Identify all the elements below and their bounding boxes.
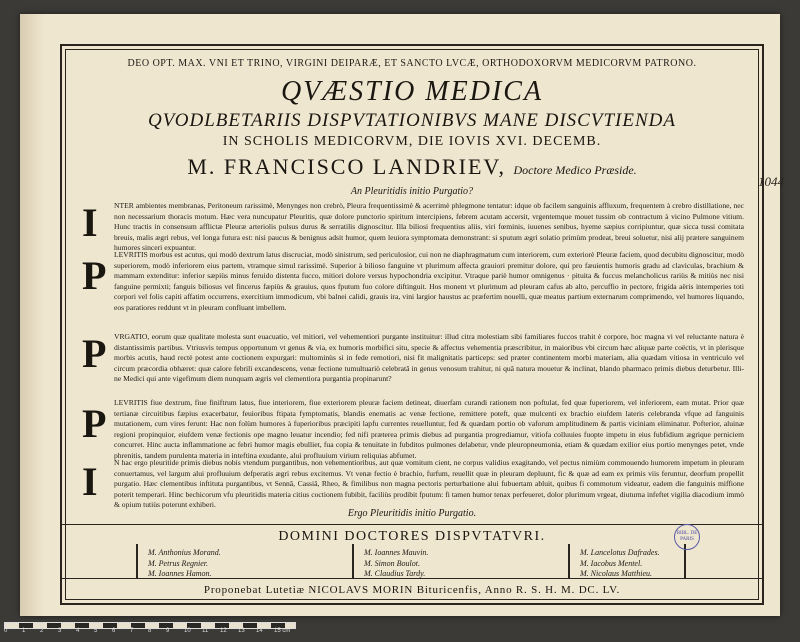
ruler-tick-label: 12 [220, 628, 227, 634]
paragraph-text: NTER ambientes membranas, Peritoneum rarissimè, Menynges non crebrò, Pleura frequentissimè & acerrimè phlegmone tentatur: idque ob facilem sanguinis affluxum, frequentem à crebro distillatione, nec non necessarium thoracis motum. Hæc vera nuncupatur Pleuritis, quæ dolore punctorio spiritum intercipiens, febrem acutam accersit, vrgentemque mouet tussim ob contractum à vicino Pulmone vitium. Hunc tractis in consensum afflictæ Pleuræ arteriolis pulsus durus & serratilis dignoscitur. Illa biliosi frequentius aliis, viri fœminis, iuuenes senibus, hyeme sæpius corripiuntur, quæ sicca tussi comitata breuis, malis ægri rebus, vel longa futura est: nisi paucus & benignus adsit humor, quem leuiora symptomata demonstrant: si sputum ægri solatio primùm prodeat, breui soluetur, nisi alij prætere sanguinem humores sinceri expuantur. [114, 201, 744, 253]
question-line: An Pleuritidis initio Purgatio? [350, 186, 474, 197]
ruler-tick-label: 11 [202, 628, 209, 634]
ruler-tick-label: 14 [256, 628, 263, 634]
ruler-tick-label: 3 [58, 628, 62, 634]
doctor-name: M. Simon Boulot. [364, 558, 420, 568]
ruler-tick-label: 4 [76, 628, 80, 634]
ruler-tick-label: 0 [4, 628, 8, 634]
paragraph-1 [82, 200, 744, 253]
divider-top [62, 524, 762, 525]
scale-ruler [0, 620, 300, 638]
title-line-2: QVODLBETARIIS DISPVTATIONIBVS MANE DISCVTIENDA [148, 110, 676, 131]
doctor-name: M. Claudius Tardy. [364, 569, 426, 578]
ruler-tick-label: 1 [22, 628, 26, 634]
doctor-name: M. Anthonius Morand. [148, 548, 221, 557]
ruler-tick-label: 10 [184, 628, 191, 634]
doctor-name: M. Nicolaus Matthieu. [580, 569, 652, 578]
doctor-name: M. Petrus Regnier. [148, 558, 208, 568]
president-line [62, 154, 762, 180]
paragraph-text: LEVRITIS morbus est acutus, qui modò dextrum latus discruciat, modò sinistrum, sed periculosior, cui non ne diaphragmatum cum interiorem, cum exteriorè Pleuræ faciem, quod decubitu dignoscitur, modò superiorem, modò inferiorem eius partem, vtramque simul rarissimè. Superior à bilioso fanguine vt plurimum affecta grauiori premitur dolore, qui pro fæuientis humoris gradu ad claviculas, brachium & mammam extenditur: inferior sæpiùs minus feruido distenta fucco, mitiori dolore versus hypochondria excipitur. Vtraque pariè humor omnigenus · pituita & fuccus melancholicus rariùs & mitiùs nec nisi fanguine permixti; fanguis biliosus vel fincerus fæpiùs & grauius, quos fputum fuo colore diftinguit. Hos monent vt plurimum ad pleuram cafus ab alto, percuffio in pectore, frigida aëris intemperies toti corpori vel folis capiti affatim occurrens, exercitium immodicum, vbi balnei calidi, grauis ira, vini largior haustus ac præfertim nouelli, quæ meatus partium externarum comprimendo, vel humores liquando, eos paratiores reddunt vt in pleuram confluant imbellem. [114, 250, 744, 312]
doctor-column-1 [148, 548, 221, 580]
doctor-name: M. Lancelotus Dafrades. [580, 548, 660, 557]
title-line-1: QVÆSTIO MEDICA [280, 76, 544, 107]
doctor-column-2 [364, 548, 428, 580]
ruler-tick-label: 13 [238, 628, 245, 634]
title-line-3: IN SCHOLIS MEDICORVM, DIE IOVIS XVI. DECEMB. [222, 134, 602, 149]
doctor-name: M. Iacobus Mentel. [580, 558, 643, 568]
drop-cap: P [82, 331, 107, 376]
paragraph-text: N hac ergo pleuritide primis diebus nobis vtendum purgantibus, non vehementioribus, aut quæ vomitum cient, ne corpus validius exagitando, vel pectus nimiùm commouendo humorem impetum in pleuram conuertamus, vel largum alui profluuium defperatis ægri rebus excitemus. Vt venæ fectio è brachio, furfum, reuellit quæ in pleuram depluunt, fic & quæ ad eam ex primis viis feruntur, deorfum propellit purgatio. Hæc clementibus inftituta purgantibus, vt Sennâ, Cassiâ, Rheo, & fimilibus non magna pectoris perturbatione alui fubuertam abluit, quibus fi commotum videatur, eadem die fanguinis miffione poterit temperari. Hinc bechicorum vfu pleuritidis materia citius coctionem fubibit, faciliùs prodibit fputum: fi tamen humor tenax perfeueret, dolor plurimum vrgeat, diuturna infeftet vigilia diacodium immò & opium tutiùs poterunt exhiberi. [114, 458, 744, 510]
dedication-line: DEO OPT. MAX. VNI ET TRINO, VIRGINI DEIPARÆ, ET SANCTO LVCÆ, ORTHODOXORVM MEDICORVM PATRONO. [127, 58, 697, 69]
paragraph-2 [84, 250, 744, 328]
stamp-text: BIBL. DE PARIS [676, 531, 698, 542]
imprint-line: Proponebat Lutetiæ NICOLAVS MORIN Bituricenfis, Anno R. S. H. M. DC. LV. [203, 584, 621, 596]
ruler-tick-label: 8 [148, 628, 152, 634]
document-page [20, 14, 784, 616]
column-divider [568, 544, 570, 579]
paragraph-5 [84, 458, 744, 508]
ruler-tick-label: 2 [40, 628, 44, 634]
folio-number: 1044 [758, 174, 784, 189]
text-frame [60, 44, 784, 605]
page-gutter [20, 14, 44, 616]
ruler-tick-label: 7 [130, 628, 134, 634]
paragraph-text: VRGATIO, eorum quæ qualitate molesta sunt euacuatio, vel mitiori, vel vehementiori purgante instituitur: illud citra molestiam sibi familiares fuccos trahit è corpore, hoc magna vi vel reluctante natura è distantissimis partibus. Vtriusvis tempus opportunum vt genus & via, ex humoris morbifici situ, specie & affectus vehementia præscribitur, in maioribus vbi circum hæc aliquæ parte coëctis, vt in plerisque morbis acutis, haud rectè potest ante coctionem expurgari: multominùs si in fede remotiori, nisi fit malignitatis particeps: sed præter continentem morbi materiam, alia quædam vitiosa in ventriculo vel circum præcordia obhæret: quæ calore febrili excandescens, venæ fectione tumultuariò celebratâ in genus venosum trahitur, ni quâ natura mouetur & inclinat, blando pharmaco primis diebus deturbetur. Illi-ne Medici qui ante vigefimum diem nunquam ægris vel clementiora purgantia propinarunt? [114, 332, 744, 384]
column-divider [352, 544, 354, 579]
column-divider [136, 544, 138, 579]
ruler-tick-label: 6 [112, 628, 116, 634]
ruler-tick-label: 15 cm [274, 628, 291, 634]
paragraph-text: LEVRITIS fiue dextrum, fiue finiftrum latus, fiue interiorem, fiue exteriorem pleuræ faciem detineat, diuerfam curandi rationem non poftulat, fed quæ fuperiorem, vel inferiorem, eam mutat. Prior quæ tertianæ circuitibus fæpius exacerbatur, feuioribus ftipata fymptomatis, blandis enematis ac venæ fectione, remittere poteft, quæ mulcenti ex brachio eiufdem lateris celebranda vfque ad fanguinis mutationem, cum vires ferunt: Hac non folùm humores à fuperioribus præcipiti lapfu currentes reuelluntur, fed & quædam portio ob vaforum amplitudinem & partis viciniam eliminatur. Pofterior, aluinæ regioni propinquior, eiufdem venæ fectionis ope magno leuatur incendio; fed nifi præterea primis diebus ad purgantia progrediamur, vitiofa colluuies fuopte impetu in eius fubfidium ægrique perniciem concurret. Hinc aucta inflammatione ac febri humor magis ebulliet, fua copia & tenuitate in fubditos pulmones delabetur, vnde pleuropneumonia, etiam & quædam exilior eius portio menynges petet, vnde phrenitis, tandem purulenta materia in inteftina exudante, alui profluuium virium reliquias abfumet. [114, 398, 744, 460]
ruler-tick-label: 5 [94, 628, 98, 634]
drop-cap: I [82, 200, 98, 245]
drop-cap: P [82, 253, 107, 298]
doctor-column-3 [580, 548, 660, 580]
divider-bottom [62, 578, 762, 579]
president-name: M. FRANCISCO LANDRIEV, [187, 154, 506, 179]
doctors-heading: DOMINI DOCTORES DISPVTATVRI. [278, 529, 546, 544]
doctor-name: M. Ioannes Hamon. [148, 569, 212, 578]
president-title: Doctore Medico Præside. [513, 163, 637, 177]
doctor-name: M. Ioannes Mauvin. [364, 548, 429, 557]
paragraph-4 [82, 398, 744, 460]
drop-cap: I [82, 459, 98, 504]
conclusion-line: Ergo Pleuritidis initio Purgatio. [347, 508, 477, 519]
ruler-tick-label: 9 [166, 628, 170, 634]
paragraph-3 [84, 332, 744, 390]
library-stamp [674, 524, 700, 550]
drop-cap: P [82, 401, 107, 446]
